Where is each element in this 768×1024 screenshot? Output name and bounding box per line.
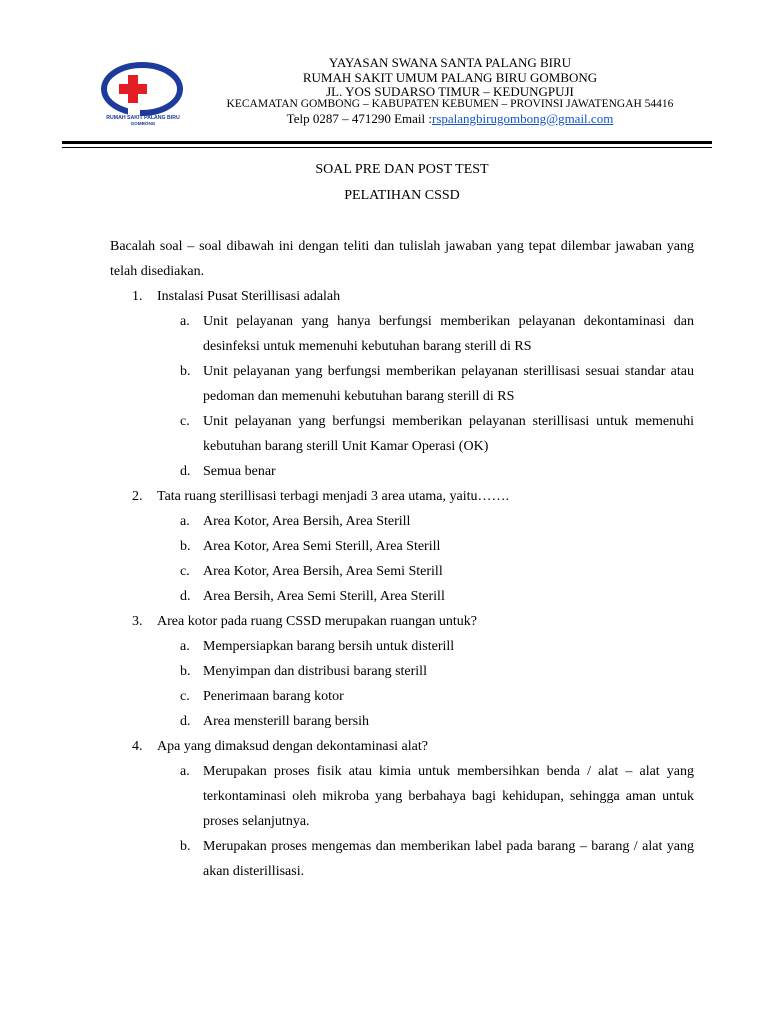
phone-text: Telp 0287 – 471290 Email : xyxy=(286,111,432,126)
question-item xyxy=(110,484,694,609)
option-letter: b. xyxy=(180,539,191,554)
answer-option xyxy=(110,834,694,884)
option-list xyxy=(110,634,694,734)
header-divider-thin xyxy=(62,147,712,148)
answer-option xyxy=(110,534,694,559)
option-text: Area Bersih, Area Semi Sterill, Area Sterill xyxy=(203,589,445,604)
answer-option xyxy=(110,659,694,684)
option-list xyxy=(110,509,694,609)
question-number: 3. xyxy=(132,614,143,629)
option-text: Unit pelayanan yang berfungsi memberikan pelayanan sterillisasi untuk memenuhi kebutuhan barang sterill Unit Kamar Operasi (OK) xyxy=(203,414,694,454)
foundation-name: YAYASAN SWANA SANTA PALANG BIRU xyxy=(328,55,572,70)
instructions-paragraph: Bacalah soal – soal dibawah ini dengan teliti dan tulislah jawaban yang tepat dilembar jawaban yang telah disediakan. xyxy=(110,239,694,279)
option-letter: d. xyxy=(180,589,191,604)
question-item xyxy=(110,734,694,884)
question-text: Tata ruang sterillisasi terbagi menjadi 3 area utama, yaitu……. xyxy=(157,489,510,504)
answer-option xyxy=(110,584,694,609)
option-letter: a. xyxy=(180,639,190,654)
question-item xyxy=(110,609,694,734)
option-letter: c. xyxy=(180,564,190,579)
contact-line xyxy=(200,111,700,126)
street-address: JL. YOS SUDARSO TIMUR – KEDUNGPUJI xyxy=(326,84,574,99)
question-text: Instalasi Pusat Sterillisasi adalah xyxy=(157,289,341,304)
red-cross-icon xyxy=(119,75,147,103)
question-list xyxy=(110,284,694,884)
question-number: 4. xyxy=(132,739,143,754)
option-text: Merupakan proses mengemas dan memberikan label pada barang – barang / alat yang akan disterillisasi. xyxy=(203,839,694,879)
option-text: Area Kotor, Area Bersih, Area Sterill xyxy=(203,514,411,529)
question-item xyxy=(110,284,694,484)
option-letter: a. xyxy=(180,314,190,329)
option-letter: d. xyxy=(180,464,191,479)
logo-caption-line2: GOMBONG xyxy=(130,121,156,126)
option-text: Menyimpan dan distribusi barang sterill xyxy=(203,664,427,679)
option-letter: a. xyxy=(180,764,190,779)
option-text: Area Kotor, Area Bersih, Area Semi Sterill xyxy=(203,564,443,579)
option-letter: b. xyxy=(180,664,191,679)
option-text: Unit pelayanan yang hanya berfungsi memberikan pelayanan dekontaminasi dan desinfeksi untuk memenuhi kebutuhan barang sterill di RS xyxy=(203,314,694,354)
option-text: Semua benar xyxy=(203,464,276,479)
option-list xyxy=(110,759,694,884)
answer-option xyxy=(110,409,694,459)
question-text: Apa yang dimaksud dengan dekontaminasi alat? xyxy=(157,739,428,754)
logo-caption-line1: RUMAH SAKIT PALANG BIRU xyxy=(106,115,180,121)
hospital-name: RUMAH SAKIT UMUM PALANG BIRU GOMBONG xyxy=(302,70,598,85)
option-letter: b. xyxy=(180,839,191,854)
document-subtitle: PELATIHAN CSSD xyxy=(344,188,460,203)
header-divider-thick xyxy=(62,141,712,144)
document-title: SOAL PRE DAN POST TEST xyxy=(315,162,489,177)
answer-option xyxy=(110,684,694,709)
option-list xyxy=(110,309,694,484)
answer-option xyxy=(110,634,694,659)
answer-option xyxy=(110,559,694,584)
option-text: Area Kotor, Area Semi Sterill, Area Sterill xyxy=(203,539,441,554)
answer-option xyxy=(110,459,694,484)
option-letter: c. xyxy=(180,414,190,429)
hospital-logo xyxy=(98,62,188,126)
answer-option xyxy=(110,759,694,834)
question-text: Area kotor pada ruang CSSD merupakan ruangan untuk? xyxy=(157,614,477,629)
option-text: Unit pelayanan yang berfungsi memberikan pelayanan sterillisasi sesuai standar atau pedoman dan memenuhi kebutuhan barang sterill di RS xyxy=(203,364,694,404)
option-letter: b. xyxy=(180,364,191,379)
option-text: Penerimaan barang kotor xyxy=(203,689,344,704)
option-text: Mempersiapkan barang bersih untuk disterill xyxy=(203,639,455,654)
question-number: 1. xyxy=(132,289,143,304)
option-letter: d. xyxy=(180,714,191,729)
answer-option xyxy=(110,709,694,734)
option-text: Merupakan proses fisik atau kimia untuk membersihkan benda / alat – alat yang terkontaminasi oleh mikroba yang berbahaya bagi kehidupan, sehingga aman untuk proses selanjutnya. xyxy=(203,764,694,829)
region-address: KECAMATAN GOMBONG – KABUPATEN KEBUMEN – PROVINSI JAWATENGAH 54416 xyxy=(226,98,674,110)
option-text: Area mensterill barang bersih xyxy=(203,714,369,729)
email-link[interactable]: rspalangbirugombong@gmail.com xyxy=(432,111,614,126)
answer-option xyxy=(110,359,694,409)
option-letter: a. xyxy=(180,514,190,529)
option-letter: c. xyxy=(180,689,190,704)
question-number: 2. xyxy=(132,489,143,504)
answer-option xyxy=(110,309,694,359)
answer-option xyxy=(110,509,694,534)
